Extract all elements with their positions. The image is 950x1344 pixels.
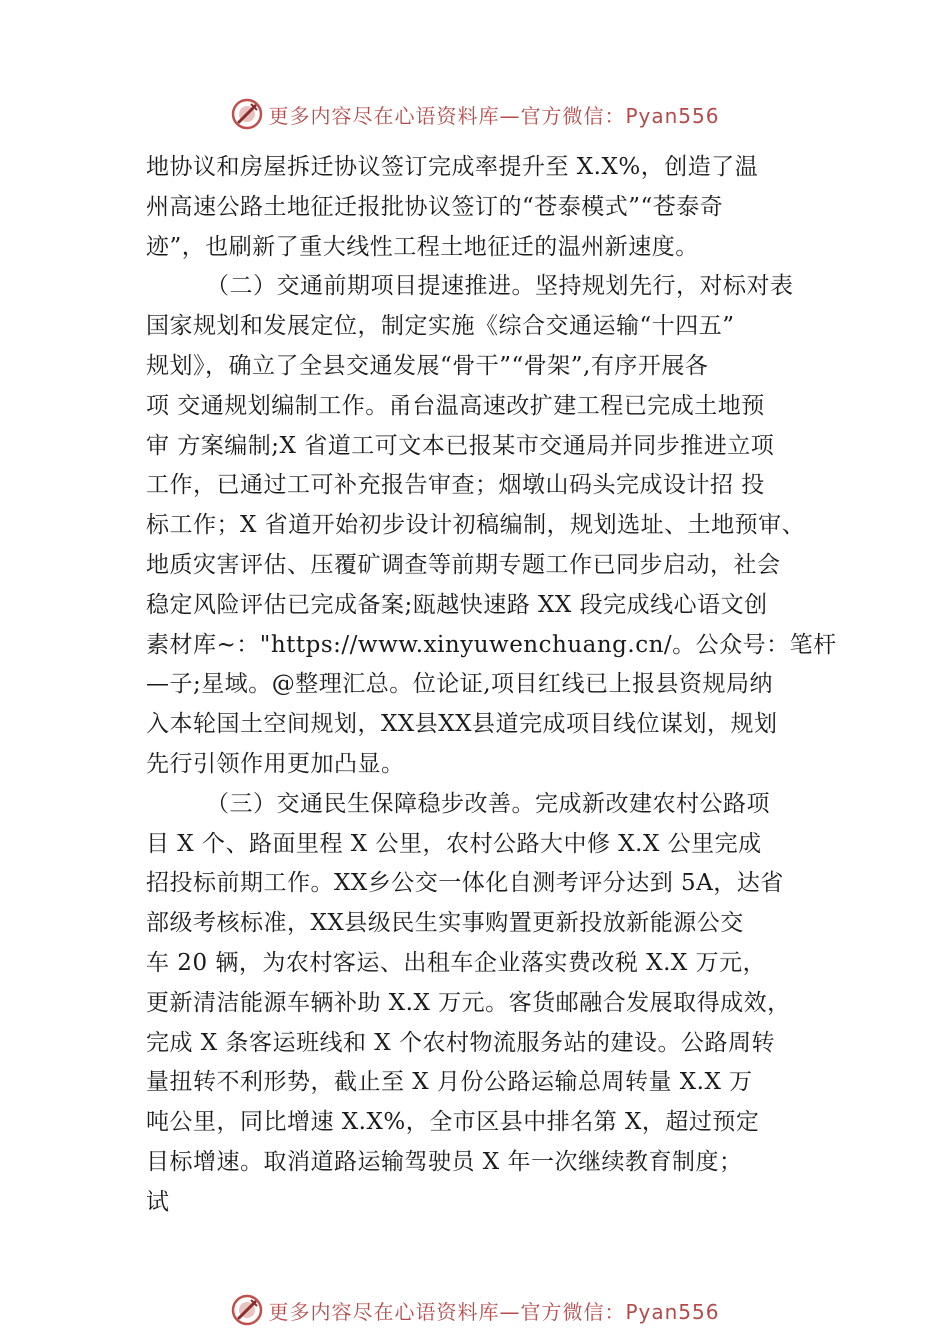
- section-heading-line: （二）交通前期项目提速推进。坚持规划先行，对标对表: [206, 273, 794, 300]
- text-line: 部级考核标准，XX县级民生实事购置更新投放新能源公交: [146, 910, 744, 937]
- footer-banner: [0, 1290, 950, 1330]
- text-line: 州高速公路土地征迁报批协议签订的“苍泰模式”“苍泰奇: [146, 193, 724, 220]
- text-line: 稳定风险评估已完成备案;瓯越快速路 XX 段完成线心语文创: [146, 591, 768, 618]
- text-line: 地质灾害评估、压覆矿调查等前期专题工作已同步启动，社会: [146, 551, 781, 578]
- text-line: 项 交通规划编制工作。甬台温高速改扩建工程已完成土地预: [146, 392, 765, 419]
- section-heading-line: （三）交通民生保障稳步改善。完成新改建农村公路项: [206, 790, 770, 817]
- seal-logo-icon: [230, 1293, 264, 1327]
- text-line: 工作，已通过工可补充报告审查；烟墩山码头完成设计招 投: [146, 472, 765, 499]
- text-line: 入本轮国土空间规划，XX县XX县道完成项目线位谋划，规划: [146, 711, 778, 738]
- text-line: 标工作；X 省道开始初步设计初稿编制，规划选址、土地预审、: [146, 512, 806, 539]
- text-line: 吨公里，同比增速 X.X%，全市区县中排名第 X，超过预定: [146, 1109, 760, 1136]
- document-body: [146, 148, 846, 1223]
- header-banner: [0, 94, 950, 134]
- text-line: —子;星域。@整理汇总。位论证,项目红线已上报县资规局纳: [146, 671, 774, 698]
- text-line: 审 方案编制;X 省道工可文本已报某市交通局并同步推进立项: [146, 432, 775, 459]
- text-line: 试: [146, 1188, 170, 1215]
- text-line: 迹”，也刷新了重大线性工程土地征迁的温州新速度。: [146, 233, 699, 260]
- text-line: 更新清洁能源车辆补助 X.X 万元。客货邮融合发展取得成效，: [146, 989, 791, 1016]
- text-line: 素材库~："https://www.xinyuwenchuang.cn/。公众号：笔杆: [146, 631, 837, 658]
- text-line: 完成 X 条客运班线和 X 个农村物流服务站的建设。公路周转: [146, 1029, 775, 1056]
- text-line: 量扭转不利形势，截止至 X 月份公路运输总周转量 X.X 万: [146, 1069, 753, 1096]
- text-line: 规划》，确立了全县交通发展“骨干”“骨架”,有序开展各: [146, 352, 709, 379]
- seal-logo-icon: [230, 97, 264, 131]
- text-line: 目标增速。取消道路运输驾驶员 X 年一次继续教育制度；: [146, 1148, 743, 1175]
- text-line: 招投标前期工作。XX乡公交一体化自测考评分达到 5A，达省: [146, 870, 784, 897]
- banner-text: 更多内容尽在心语资料库—官方微信：Pyan556: [268, 1299, 720, 1324]
- text-line: 国家规划和发展定位，制定实施《综合交通运输“十四五”: [146, 313, 735, 340]
- text-line: 地协议和房屋拆迁协议签订完成率提升至 X.X%，创造了温: [146, 154, 759, 180]
- text-line: 车 20 辆，为农村客运、出租车企业落实费改税 X.X 万元，: [146, 949, 767, 976]
- text-line: 先行引领作用更加凸显。: [146, 750, 405, 777]
- banner-text: 更多内容尽在心语资料库—官方微信：Pyan556: [268, 103, 720, 128]
- text-line: 目 X 个、路面里程 X 公里，农村公路大中修 X.X 公里完成: [146, 830, 762, 857]
